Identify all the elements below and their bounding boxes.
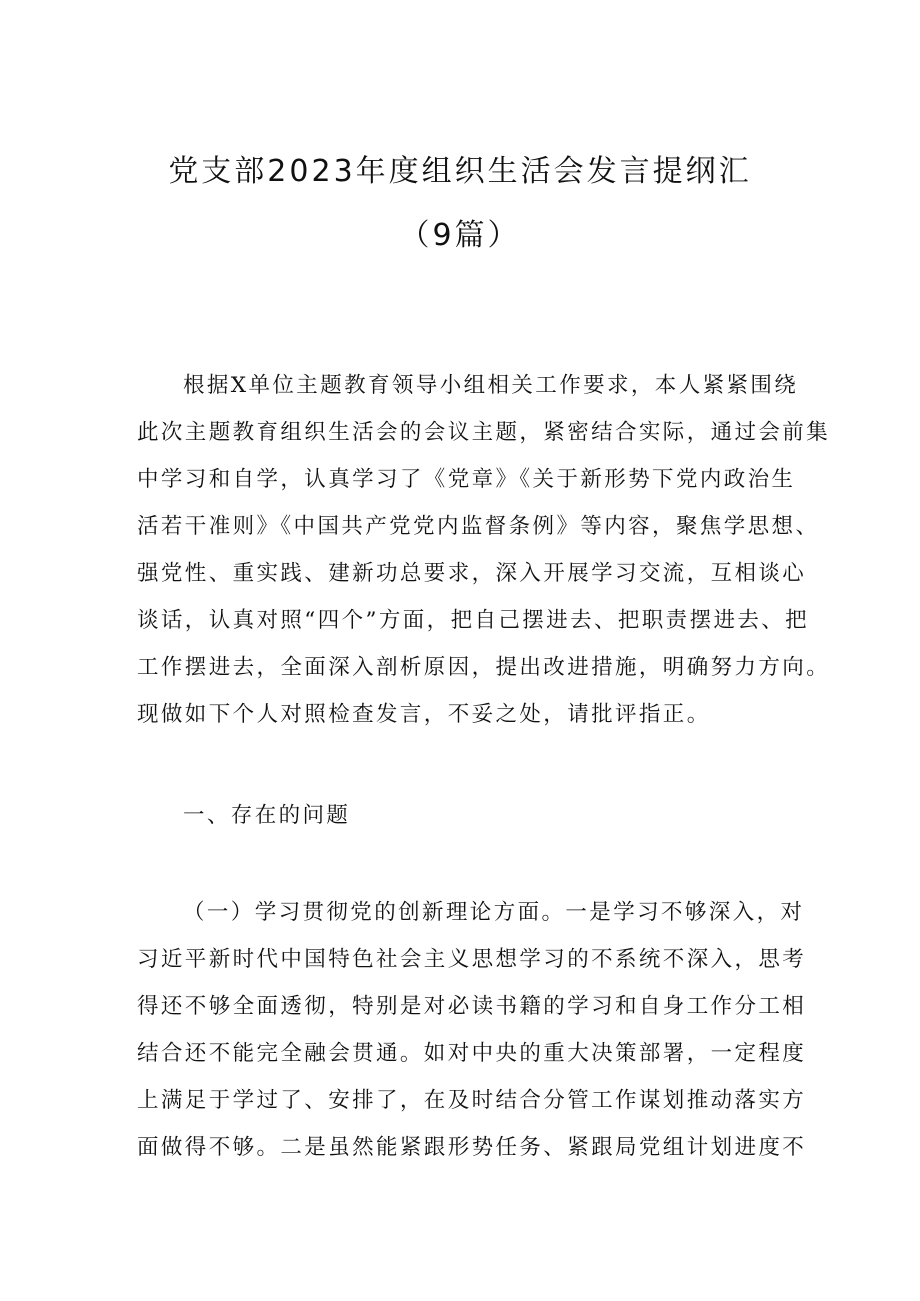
intro-line: 根据X单位主题教育领导小组相关工作要求，本人紧紧围绕: [183, 373, 799, 398]
section-line: （一）学习贯彻党的创新理论方面。一是学习不够深入，对: [183, 900, 805, 925]
document-title-line-2: （9篇）: [399, 218, 521, 253]
intro-line: 谈话，认真对照“四个”方面，把自己摆进去、把职责摆进去、把: [137, 608, 810, 633]
section-line: 上满足于学过了、安排了，在及时结合分管工作谋划推动落实方: [137, 1088, 807, 1113]
section-line: 结合还不能完全融会贯通。如对中央的重大决策部署，一定程度: [137, 1041, 807, 1066]
intro-line: 强党性、重实践、建新功总要求，深入开展学习交流，互相谈心: [137, 561, 807, 586]
document-title-line-1: 党支部2023年度组织生活会发言提纲汇: [168, 154, 752, 189]
section-heading: 一、存在的问题: [183, 803, 351, 828]
intro-line: 活若干准则》《中国共产党党内监督条例》等内容，聚焦学思想、: [137, 514, 820, 539]
section-line: 习近平新时代中国特色社会主义思想学习的不系统不深入，思考: [137, 947, 807, 972]
section-line: 面做得不够。二是虽然能紧跟形势任务、紧跟局党组计划进度不: [137, 1135, 807, 1160]
intro-line: 中学习和自学，认真学习了《党章》《关于新形势下党内政治生: [137, 467, 796, 492]
intro-line: 此次主题教育组织生活会的会议主题，紧密结合实际，通过会前集: [137, 420, 831, 445]
intro-line: 工作摆进去，全面深入剖析原因，提出改进措施，明确努力方向。: [137, 655, 831, 680]
section-line: 得还不够全面透彻，特别是对必读书籍的学习和自身工作分工相: [137, 994, 807, 1019]
intro-line: 现做如下个人对照检查发言，不妥之处，请批评指正。: [137, 702, 711, 727]
